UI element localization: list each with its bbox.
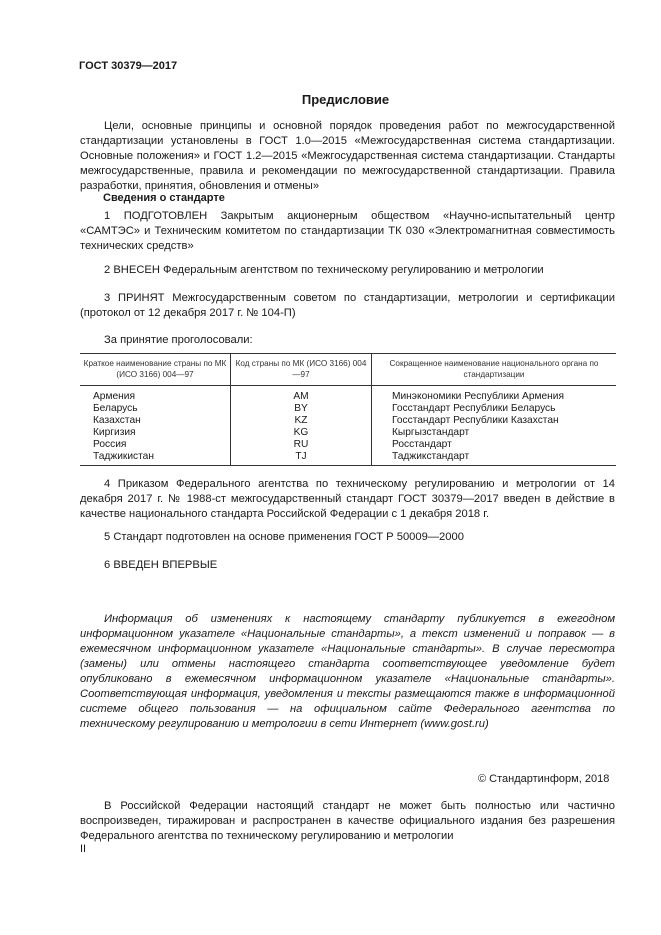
body-cell: Госстандарт Республики Беларусь [372,403,617,415]
item-1 [80,209,615,254]
country-cell: Таджикистан [80,451,231,466]
notice-text: Информация об изменениях к настоящему стандарту публикуется в ежегодном информационном указателе «Национальные стандарты», а текст изменений и поправок — в ежемесячном информационном указателе «Национальные стандарты». В случае пересмотра (замены) или отмены настоящего стандарта соответствующее уведомление будет опубликовано в ежемесячном информационном указателе «Национальные стандарты». Соответствующая информация, уведомления и тексты размещаются также в информационной системе общего пользования — на официальном сайте Федерального агентства по техническому регулированию и метрологии в сети Интернет (www.gost.ru) [80,613,615,730]
code-cell: BY [231,403,372,415]
header-body: Сокращенное наименование национального органа по стандартизации [372,354,617,386]
country-cell: Россия [93,439,127,450]
intro-text: Цели, основные принципы и основной порядок проведения работ по межгосударственной стандартизации установлены в ГОСТ 1.0—2015 «Межгосударственная система стандартизации. Основные положения» и ГОСТ 1.2—2015 «Межгосударственная система стандартизации. Стандарты межгосударственные, правила и рекомендации по межгосударственной стандартизации. Правила разработки, принятия, обновления и отмены» [80,120,615,192]
table-row [80,403,616,415]
item-3 [80,291,615,321]
item-5 [80,530,615,545]
header-code: Код страны по МК (ИСО 3166) 004—97 [231,354,372,386]
item-3-text: 3 ПРИНЯТ Межгосударственным советом по стандартизации, метрологии и сертификации (протокол от 12 декабря 2017 г. № 104-П) [80,292,615,319]
body-cell: Таджикстандарт [372,451,617,466]
copyright: © Стандартинформ, 2018 [478,773,610,785]
item-2 [80,263,615,278]
voting-table [80,353,616,466]
country-cell: Казахстан [93,415,141,426]
vote-label [80,333,615,348]
table-row [80,386,616,404]
item-5-text: 5 Стандарт подготовлен на основе применения ГОСТ Р 50009—2000 [104,531,464,543]
code-cell: RU [231,439,372,451]
table-row [80,415,616,427]
notice-paragraph [80,612,615,732]
country-cell: Армения [93,391,135,402]
table-header-row [80,354,616,386]
body-cell: Госстандарт Республики Казахстан [372,415,617,427]
document-code: ГОСТ 30379—2017 [79,60,178,72]
item-6-text: 6 ВВЕДЕН ВПЕРВЫЕ [104,559,218,571]
code-cell: AM [231,386,372,404]
info-heading: Сведения о стандарте [103,192,225,204]
legal-text: В Российской Федерации настоящий стандарт не может быть полностью или частично воспроизведен, тиражирован и распространен в качестве официального издания без разрешения Федерального агентства по техническому регулированию и метрологии [80,800,615,842]
item-4 [80,477,615,522]
item-1-text: 1 ПОДГОТОВЛЕН Закрытым акционерным обществом «Научно-испытательный центр «САМТЭС» и Техническим комитетом по стандартизации ТК 030 «Электромагнитная совместимость технических средств» [80,210,615,252]
table-row [80,439,616,451]
code-cell: KG [231,427,372,439]
item-6 [80,558,615,573]
item-2-text: 2 ВНЕСЕН Федеральным агентством по техническому регулированию и метрологии [104,264,544,276]
header-country: Краткое наименование страны по МК (ИСО 3166) 004—97 [80,354,231,386]
body-cell: Кыргызстандарт [372,427,617,439]
table-row [80,451,616,466]
vote-label-text: За принятие проголосовали: [104,334,253,346]
country-cell: Киргизия [93,427,136,438]
intro-paragraph [80,119,615,194]
code-cell: KZ [231,415,372,427]
country-cell: Беларусь [93,403,138,414]
item-4-text: 4 Приказом Федерального агентства по техническому регулированию и метрологии от 14 декабря 2017 г. № 1988-ст межгосударственный стандарт ГОСТ 30379—2017 введен в действие в качестве национального стандарта Российской Федерации с 1 декабря 2018 г. [80,478,615,520]
page-number: II [80,843,87,855]
table-row [80,427,616,439]
body-cell: Минэкономики Республики Армения [372,386,617,404]
body-cell: Росстандарт [372,439,617,451]
legal-paragraph [80,799,615,844]
page-title: Предисловие [301,92,390,107]
code-cell: TJ [231,451,372,466]
